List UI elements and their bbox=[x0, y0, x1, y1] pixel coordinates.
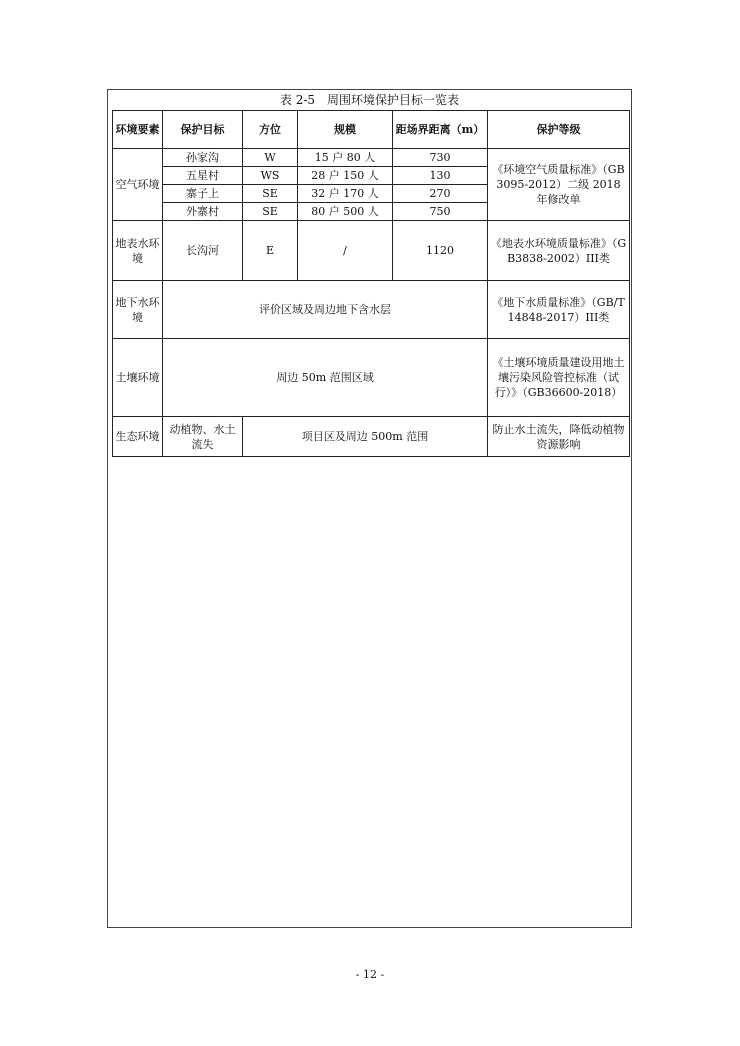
table-row bbox=[113, 281, 630, 339]
soil-scope: 周边 50m 范围区域 bbox=[163, 339, 488, 417]
table-row bbox=[113, 149, 630, 167]
air-distance: 730 bbox=[393, 149, 488, 167]
air-scale: 28 户 150 人 bbox=[298, 167, 393, 185]
ecology-level: 防止水土流失，降低动植物资源影响 bbox=[488, 417, 630, 457]
header-row bbox=[113, 111, 630, 149]
surface-water-distance: 1120 bbox=[393, 221, 488, 281]
header-level: 保护等级 bbox=[488, 111, 630, 149]
air-level: 《环境空气质量标准》（GB3095-2012）二级 2018 年修改单 bbox=[488, 149, 630, 221]
surface-water-element: 地表水环境 bbox=[113, 221, 163, 281]
air-direction: W bbox=[243, 149, 298, 167]
air-distance: 130 bbox=[393, 167, 488, 185]
air-target: 寨子上 bbox=[163, 185, 243, 203]
header-direction: 方位 bbox=[243, 111, 298, 149]
header-scale: 规模 bbox=[298, 111, 393, 149]
ecology-element: 生态环境 bbox=[113, 417, 163, 457]
header-element: 环境要素 bbox=[113, 111, 163, 149]
air-target: 孙家沟 bbox=[163, 149, 243, 167]
air-direction: SE bbox=[243, 203, 298, 221]
page-number: - 12 - bbox=[355, 968, 385, 981]
table-caption: 表 2-5 周围环境保护目标一览表 bbox=[279, 93, 460, 107]
surface-water-direction: E bbox=[243, 221, 298, 281]
table-row bbox=[113, 221, 630, 281]
air-distance: 270 bbox=[393, 185, 488, 203]
surface-water-target: 长沟河 bbox=[163, 221, 243, 281]
header-distance: 距场界距离（m） bbox=[393, 111, 488, 149]
ecology-target: 动植物、水土流失 bbox=[163, 417, 243, 457]
air-element: 空气环境 bbox=[113, 149, 163, 221]
air-target: 外寨村 bbox=[163, 203, 243, 221]
table-row bbox=[113, 417, 630, 457]
air-direction: SE bbox=[243, 185, 298, 203]
air-target: 五星村 bbox=[163, 167, 243, 185]
header-target: 保护目标 bbox=[163, 111, 243, 149]
protection-targets-table bbox=[112, 110, 630, 457]
surface-water-level: 《地表水环境质量标准》（GB3838-2002）III类 bbox=[488, 221, 630, 281]
ecology-scope: 项目区及周边 500m 范围 bbox=[243, 417, 488, 457]
groundwater-element: 地下水环境 bbox=[113, 281, 163, 339]
soil-level: 《土壤环境质量建设用地土壤污染风险管控标准（试行）》（GB36600-2018） bbox=[488, 339, 630, 417]
groundwater-scope: 评价区域及周边地下含水层 bbox=[163, 281, 488, 339]
groundwater-level: 《地下水质量标准》（GB/T14848-2017）III类 bbox=[488, 281, 630, 339]
air-distance: 750 bbox=[393, 203, 488, 221]
page-frame bbox=[107, 89, 632, 928]
air-direction: WS bbox=[243, 167, 298, 185]
soil-element: 土壤环境 bbox=[113, 339, 163, 417]
table-row bbox=[113, 339, 630, 417]
air-scale: 15 户 80 人 bbox=[298, 149, 393, 167]
air-scale: 32 户 170 人 bbox=[298, 185, 393, 203]
surface-water-scale: / bbox=[298, 221, 393, 281]
air-scale: 80 户 500 人 bbox=[298, 203, 393, 221]
